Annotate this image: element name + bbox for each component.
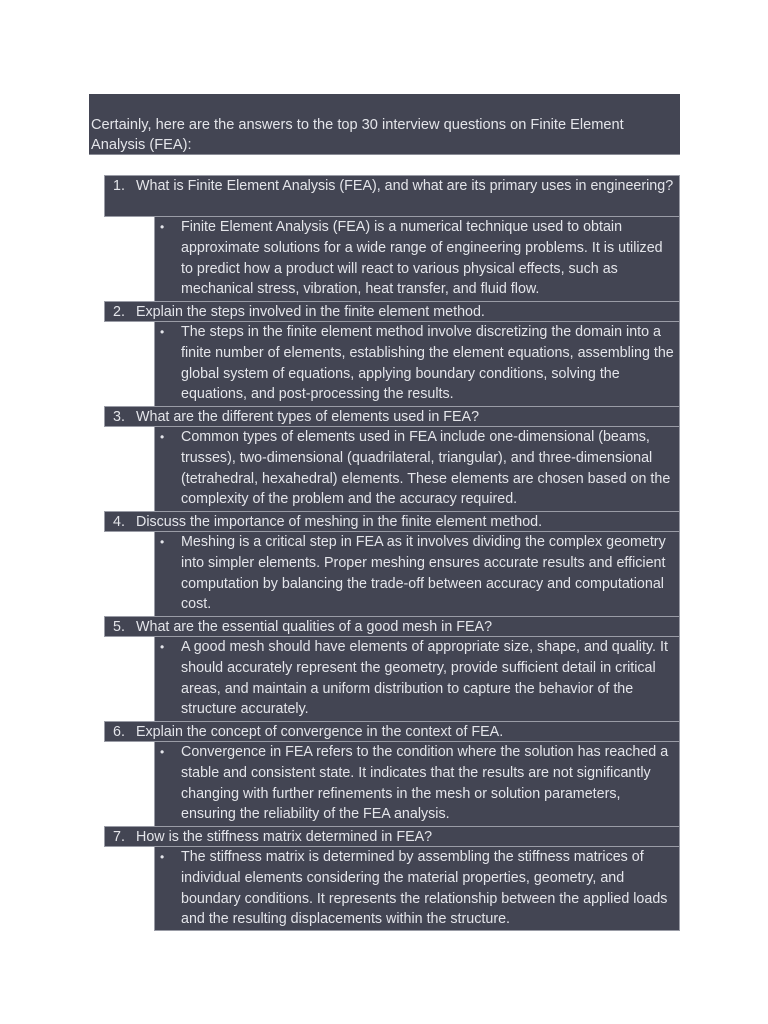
- question-number: 2.: [113, 304, 125, 320]
- question-number: 5.: [113, 619, 125, 635]
- question-text: Explain the steps involved in the finite element method.: [136, 304, 485, 320]
- question-item: [104, 301, 680, 322]
- answer-text: Finite Element Analysis (FEA) is a numerical technique used to obtain approximate solutions for a wide range of engineering problems. It is utilized to predict how a product will react to various physical effects, such as mechanical stress, vibration, heat transfer, and fluid flow.: [181, 219, 663, 298]
- bullet-icon: •: [160, 850, 165, 864]
- answer-item: [154, 532, 680, 616]
- bullet-icon: •: [160, 430, 165, 444]
- bullet-icon: •: [160, 220, 165, 234]
- question-item: [104, 616, 680, 637]
- answer-text: A good mesh should have elements of appropriate size, shape, and quality. It should accurately represent the geometry, provide sufficient detail in critical areas, and maintain a uniform distribution to capture the behavior of the structure accurately.: [181, 639, 668, 718]
- question-text: How is the stiffness matrix determined in FEA?: [136, 829, 433, 845]
- question-text: Explain the concept of convergence in the context of FEA.: [136, 724, 504, 740]
- answer-item: [154, 322, 680, 406]
- answer-item: [154, 217, 680, 301]
- answer-text: Convergence in FEA refers to the condition where the solution has reached a stable and consistent state. It indicates that the results are not significantly changing with further refinements in the mesh or solution parameters, ensuring the reliability of the FEA analysis.: [181, 744, 669, 823]
- question-number: 7.: [113, 829, 125, 845]
- answer-text: The steps in the finite element method involve discretizing the domain into a finite number of elements, establishing the element equations, assembling the global system of equations, applying boundary conditions, solving the equations, and post-processing the results.: [181, 324, 674, 403]
- intro-paragraph: Certainly, here are the answers to the top 30 interview questions on Finite Element Analysis (FEA):: [89, 94, 680, 155]
- question-item: [104, 175, 680, 217]
- answer-item: [154, 637, 680, 721]
- qa-list: [104, 175, 680, 931]
- question-item: [104, 406, 680, 427]
- question-number: 4.: [113, 514, 125, 530]
- question-item: [104, 826, 680, 847]
- question-item: [104, 511, 680, 532]
- question-text: What are the different types of elements used in FEA?: [136, 409, 480, 425]
- question-number: 3.: [113, 409, 125, 425]
- answer-item: [154, 847, 680, 931]
- answer-item: [154, 427, 680, 511]
- question-text: Discuss the importance of meshing in the finite element method.: [136, 514, 543, 530]
- answer-text: Common types of elements used in FEA include one-dimensional (beams, trusses), two-dimensional (quadrilateral, triangular), and three-dimensional (tetrahedral, hexahedral) elements. These elements are chosen based on the complexity of the problem and the accuracy required.: [181, 429, 671, 508]
- question-text: What is Finite Element Analysis (FEA), and what are its primary uses in engineering?: [136, 178, 674, 194]
- question-text: What are the essential qualities of a good mesh in FEA?: [136, 619, 493, 635]
- answer-text: The stiffness matrix is determined by assembling the stiffness matrices of individual elements considering the material properties, geometry, and boundary conditions. It represents the relationship between the applied loads and the resulting displacements within the structure.: [181, 849, 668, 928]
- bullet-icon: •: [160, 745, 165, 759]
- bullet-icon: •: [160, 640, 165, 654]
- question-item: [104, 721, 680, 742]
- bullet-icon: •: [160, 535, 165, 549]
- bullet-icon: •: [160, 325, 165, 339]
- answer-item: [154, 742, 680, 826]
- question-number: 6.: [113, 724, 125, 740]
- answer-text: Meshing is a critical step in FEA as it involves dividing the complex geometry into simpler elements. Proper meshing ensures accurate results and efficient computation by balancing the trade-off between accuracy and computational cost.: [181, 534, 666, 613]
- question-number: 1.: [113, 178, 125, 194]
